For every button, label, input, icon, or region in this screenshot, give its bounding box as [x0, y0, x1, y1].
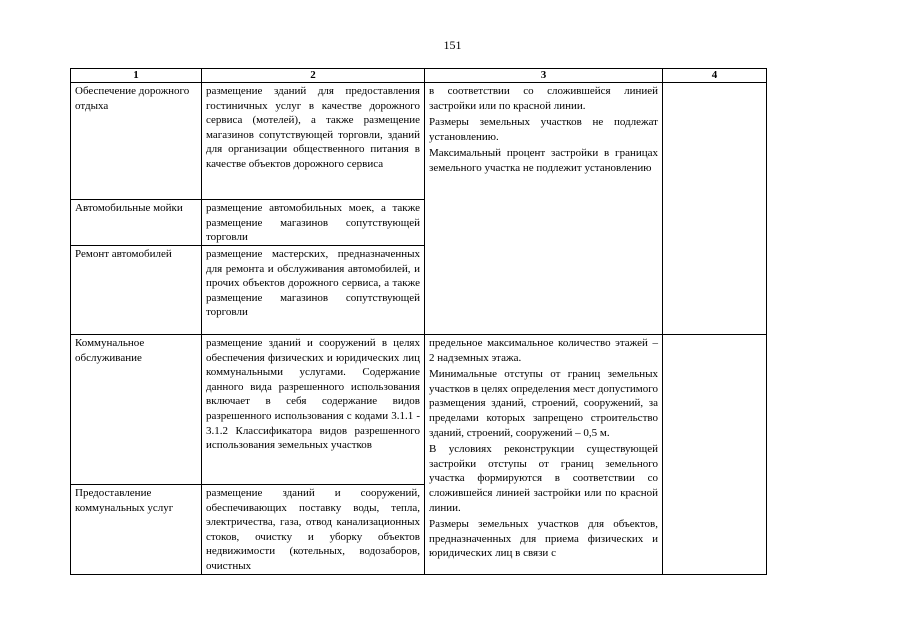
page-number: 151	[443, 38, 462, 52]
column-4-cell-1	[663, 83, 767, 335]
column-header-1: 1	[71, 69, 202, 83]
use-type-name: Предоставление коммунальных услуг	[71, 485, 202, 575]
use-type-description: размещение зданий и сооружений в целях обеспечения физических и юридических лиц коммунальными услугами. Содержание данного вида разрешенного использования включает в себя содержание видов разрешенного использования с кодами 3.1.1 - 3.1.2 Классификатора видов разрешенного использования земельных участков	[202, 335, 425, 485]
parameter-text: Размеры земельных участков не подлежат установлению.	[429, 116, 658, 143]
parameter-text: в соответствии со сложившейся линией застройки или по красной линии.	[429, 85, 658, 112]
use-type-name: Ремонт автомобилей	[71, 246, 202, 335]
header-row	[71, 69, 767, 83]
column-4-cell-2	[663, 335, 767, 575]
parameter-text: предельное максимальное количество этажей – 2 надземных этажа.	[429, 337, 658, 364]
column-header-3: 3	[425, 69, 663, 83]
use-type-name: Обеспечение дорожного отдыха	[71, 83, 202, 200]
table-row	[71, 83, 767, 200]
table-row	[71, 335, 767, 485]
use-type-name: Коммунальное обслуживание	[71, 335, 202, 485]
parameter-text: Размеры земельных участков для объектов, предназначенных для приема физических и юридических лиц в связи с	[429, 518, 658, 560]
parameter-text: Минимальные отступы от границ земельных участков в целях определения мест допустимого размещения зданий, строений, сооружений, за пределами которых запрещено строительство зданий, строений, сооружений – 0,5 м.	[429, 368, 658, 439]
parameter-text: В условиях реконструкции существующей застройки отступы от границ земельного участка формируются в соответствии со сложившейся линией застройки или по красной линии.	[429, 443, 658, 514]
column-header-2: 2	[202, 69, 425, 83]
parameters-cell-2	[425, 335, 663, 575]
parameters-cell-1	[425, 83, 663, 335]
use-type-description: размещение мастерских, предназначенных для ремонта и обслуживания автомобилей, и прочих объектов дорожного сервиса, а также размещение магазинов сопутствующей торговли	[202, 246, 425, 335]
use-type-description: размещение зданий для предоставления гостиничных услуг в качестве дорожного сервиса (мотелей), а также размещение магазинов сопутствующей торговли, зданий для организации общественного питания в качестве объектов дорожного сервиса	[202, 83, 425, 200]
regulations-table	[70, 68, 767, 575]
parameter-text: Максимальный процент застройки в границах земельного участка не подлежит установлению	[429, 147, 658, 174]
use-type-description: размещение зданий и сооружений, обеспечивающих поставку воды, тепла, электричества, газа, отвод канализационных стоков, очистку и уборку объектов недвижимости (котельных, водозаборов, очистных	[202, 485, 425, 575]
column-header-4: 4	[663, 69, 767, 83]
use-type-name: Автомобильные мойки	[71, 200, 202, 246]
use-type-description: размещение автомобильных моек, а также размещение магазинов сопутствующей торговли	[202, 200, 425, 246]
